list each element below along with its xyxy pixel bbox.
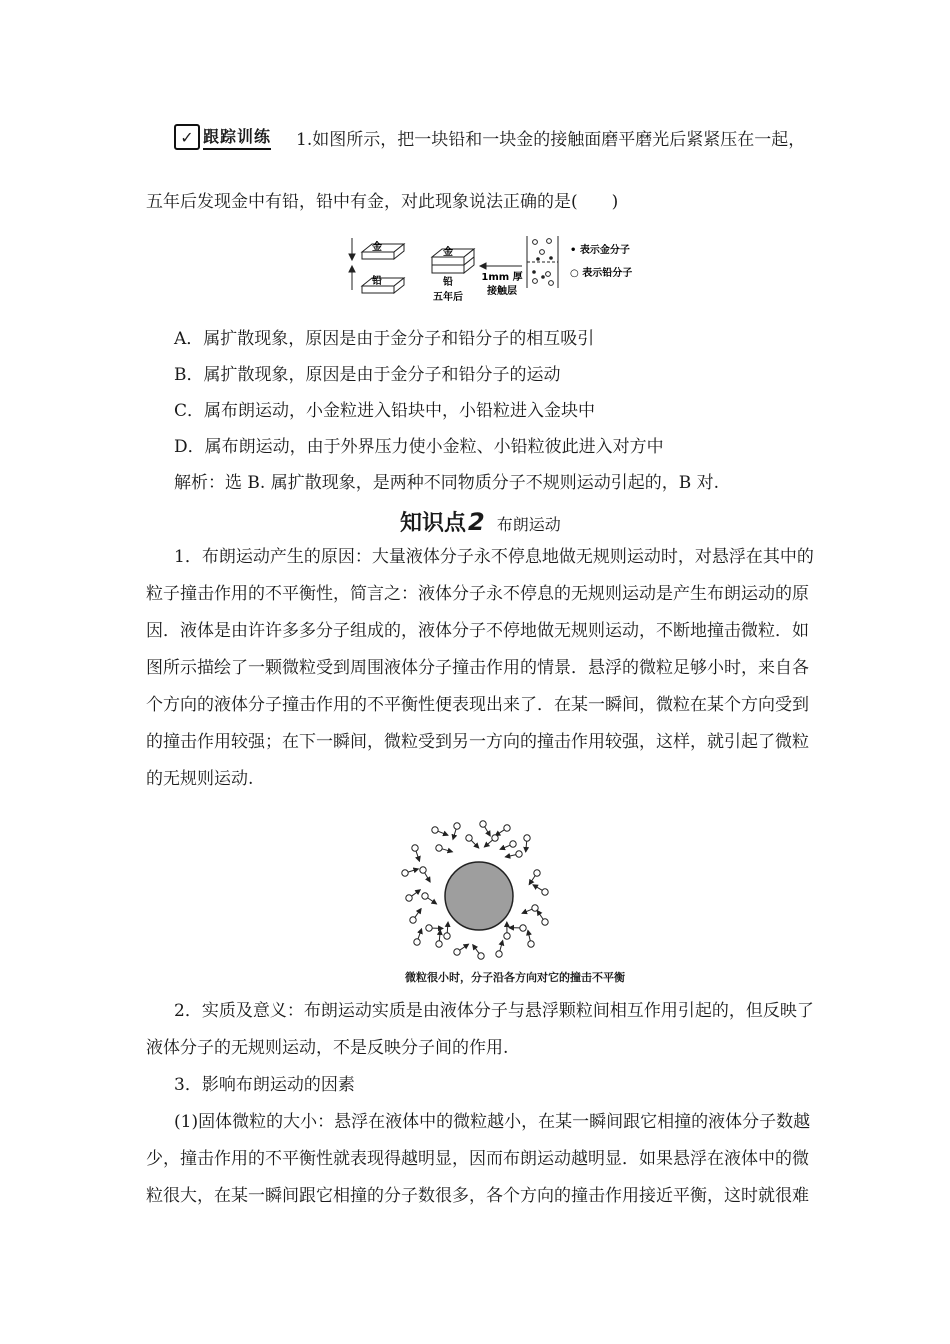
molecule-circle: [532, 905, 538, 911]
molecule-circle: [444, 933, 450, 939]
molecule-arrow: [500, 940, 503, 950]
molecule-circle: [422, 893, 428, 899]
legend-lead: ○ 表示铅分子: [570, 268, 633, 279]
molecule-arrow: [460, 944, 469, 950]
molecule-circle: [436, 941, 442, 947]
five-years-label: 五年后: [433, 292, 463, 303]
para1-line2: 粒子撞击作用的不平衡性，简言之：液体分子永不停息的无规则运动是产生布朗运动的原: [146, 584, 809, 604]
para1-line5: 个方向的液体分子撞击作用的不平衡性便表现出来了．在某一瞬间，微粒在某个方向受到: [146, 695, 809, 715]
question-1-line1: 1.如图所示，把一块铅和一块金的接触面磨平磨光后紧紧压在一起，: [296, 130, 806, 150]
molecule-arrow: [471, 841, 478, 849]
molecule-circle: [410, 917, 416, 923]
para4-line1: (1)固体微粒的大小：悬浮在液体中的微粒越小，在某一瞬间跟它相撞的液体分子数越: [174, 1112, 811, 1132]
molecule-arrow: [438, 831, 448, 835]
diffusion-figure: [340, 230, 650, 310]
molecule-arrow: [484, 840, 492, 847]
molecule-circle: [402, 870, 408, 876]
molecule-arrow: [442, 849, 452, 852]
molecule-arrow: [473, 945, 479, 953]
section-title: 知识点: [400, 511, 467, 536]
molecule-circle: [504, 825, 510, 831]
thickness-label: 1mm 厚: [481, 272, 523, 283]
molecule-arrow: [485, 827, 490, 836]
molecule-arrow: [533, 885, 542, 890]
gold-label-top: 金: [372, 242, 382, 253]
molecule-arrow: [425, 873, 430, 882]
molecule-arrow: [522, 909, 532, 913]
molecule-circle: [466, 835, 472, 841]
para1-line1: 1．布朗运动产生的原因：大量液体分子永不停息地做无规则运动时，对悬浮在其中的: [174, 547, 814, 567]
molecule-arrow: [408, 869, 418, 872]
molecule-circle: [496, 951, 502, 957]
molecule-circle: [492, 835, 498, 841]
lead-label-combined: 铅: [443, 277, 453, 288]
para3-title: 3．影响布朗运动的因素: [174, 1075, 355, 1095]
para4-line2: 少，撞击作用的不平衡性就表现得越明显，因而布朗运动越明显．如果悬浮在液体中的微: [146, 1149, 809, 1169]
molecule-circle: [420, 867, 426, 873]
para1-line4: 图所示描绘了一颗微粒受到周围液体分子撞击作用的情景．悬浮的微粒足够小时，来自各: [146, 658, 809, 678]
molecule-arrow: [505, 855, 515, 857]
molecule-circle: [542, 919, 548, 925]
molecule-circle: [528, 941, 534, 947]
option-b: B．属扩散现象，原因是由于金分子和铅分子的运动: [174, 365, 561, 385]
molecule-circle: [510, 841, 516, 847]
para2-line1: 2．实质及意义：布朗运动实质是由液体分子与悬浮颗粒间相互作用引起的，但反映了: [174, 1001, 814, 1021]
molecule-arrow: [529, 876, 535, 885]
molecule-arrow: [453, 829, 456, 839]
question-1-line2: 五年后发现金中有铅，铅中有金，对此现象说法正确的是( ): [146, 192, 619, 212]
figure2-caption: 微粒很小时，分子沿各方向对它的撞击不平衡: [405, 971, 625, 984]
molecule-arrow: [416, 851, 419, 861]
molecule-arrow: [412, 890, 420, 896]
lead-label-bottom: 铅: [372, 276, 382, 287]
option-c: C．属布朗运动，小金粒进入铅块中，小铅粒进入金块中: [174, 401, 596, 421]
molecule-circle: [478, 953, 484, 959]
molecule-arrow: [418, 929, 421, 939]
section-number: 2: [468, 508, 485, 536]
molecule-circle: [542, 889, 548, 895]
molecule-arrow: [428, 898, 437, 904]
molecule-arrow: [500, 845, 510, 849]
para1-line7: 的无规则运动.: [146, 769, 254, 789]
option-a: A．属扩散现象，原因是由于金分子和铅分子的相互吸引: [174, 329, 595, 349]
para1-line6: 的撞击作用较强；在下一瞬间，微粒受到另一方向的撞击作用较强，这样，就引起了微粒: [146, 732, 809, 752]
molecule-circle: [414, 939, 420, 945]
para1-line3: 因．液体是由许许多多分子组成的，液体分子不停地做无规则运动，不断地撞击微粒．如: [146, 621, 809, 641]
contact-layer-label: 接触层: [487, 286, 517, 297]
molecule-arrow: [439, 930, 440, 940]
molecule-circle: [520, 925, 526, 931]
section-subtitle: 布朗运动: [496, 515, 561, 534]
molecule-circle: [432, 827, 438, 833]
molecule-circle: [454, 823, 460, 829]
molecule-circle: [534, 870, 540, 876]
brownian-figure: [395, 818, 585, 968]
para2-line2: 液体分子的无规则运动，不是反映分子间的作用.: [146, 1038, 509, 1058]
badge-label: 跟踪训练: [203, 124, 271, 150]
molecule-arrow: [447, 922, 448, 932]
particle-circle: [445, 862, 513, 930]
check-icon: ✓: [174, 124, 200, 150]
molecule-circle: [412, 845, 418, 851]
molecule-circle: [426, 925, 432, 931]
gold-label-combined: 金: [443, 247, 453, 258]
section-heading: [400, 506, 561, 536]
molecule-circle: [524, 835, 530, 841]
molecule-arrow: [528, 930, 530, 940]
molecule-arrow: [526, 841, 527, 851]
legend-gold: • 表示金分子: [570, 245, 630, 256]
molecule-circle: [516, 851, 522, 857]
option-d: D．属布朗运动，由于外界压力使小金粒、小铅粒彼此进入对方中: [174, 437, 664, 457]
molecule-circle: [436, 845, 442, 851]
para4-line3: 粒很大，在某一瞬间跟它相撞的分子数很多，各个方向的撞击作用接近平衡，这时就很难: [146, 1186, 809, 1206]
molecule-arrow: [537, 910, 543, 919]
molecule-circle: [406, 895, 412, 901]
analysis-text: 解析：选 B. 属扩散现象，是两种不同物质分子不规则运动引起的，B 对.: [174, 473, 720, 493]
molecule-arrow: [415, 909, 421, 918]
molecule-circle: [454, 949, 460, 955]
molecule-circle: [480, 821, 486, 827]
tracking-training-badge: [174, 124, 271, 150]
molecule-circle: [504, 933, 510, 939]
